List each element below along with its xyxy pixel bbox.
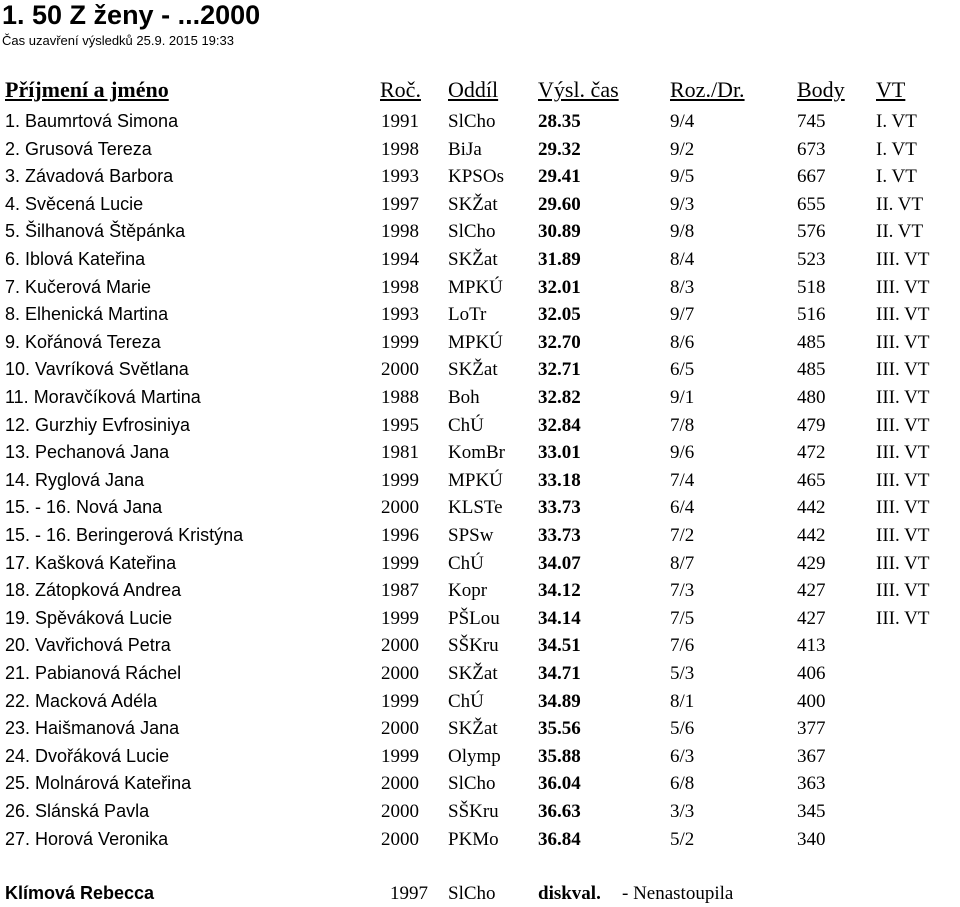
table-row	[0, 688, 960, 715]
cell-time: 34.51	[538, 635, 581, 657]
table-row	[0, 191, 960, 218]
table-row	[0, 660, 960, 687]
cell-club: Kopr	[448, 580, 488, 602]
cell-time: 29.32	[538, 138, 581, 160]
page-title: 1. 50 Z ženy - ...2000	[2, 0, 261, 30]
cell-points: 465	[797, 469, 826, 491]
cell-name: 6. Iblová Kateřina	[5, 249, 146, 269]
cell-year: 1999	[381, 469, 419, 491]
table-header	[0, 76, 960, 103]
cell-year: 2000	[381, 635, 419, 657]
cell-year: 2000	[381, 359, 419, 381]
header-name: Příjmení a jméno	[5, 77, 169, 102]
cell-split: 9/5	[670, 166, 695, 188]
disqualified-row	[0, 880, 960, 907]
cell-points: 472	[797, 442, 826, 464]
table-row	[0, 577, 960, 604]
cell-class: III. VT	[876, 276, 930, 298]
header-points: Body	[797, 77, 845, 102]
cell-split: 5/6	[670, 718, 695, 740]
cell-split: 7/3	[670, 580, 695, 602]
cell-points: 340	[797, 828, 826, 850]
table-row	[0, 301, 960, 328]
table-row	[0, 715, 960, 742]
cell-time: 32.82	[538, 387, 581, 408]
cell-time: 29.60	[538, 193, 581, 215]
cell-year: 2000	[381, 718, 419, 740]
cell-points: 485	[797, 331, 826, 353]
cell-time: 33.01	[538, 442, 581, 464]
table-row	[0, 108, 960, 135]
cell-points: 400	[797, 690, 826, 712]
cell-year: 1998	[381, 138, 419, 160]
cell-year: 1988	[381, 387, 419, 408]
cell-points: 427	[797, 607, 826, 629]
cell-time: 29.41	[538, 166, 581, 188]
cell-name: 11. Moravčíková Martina	[5, 387, 201, 407]
cell-club: KomBr	[448, 442, 505, 464]
cell-split: 7/8	[670, 414, 695, 436]
cell-club: SKŽat	[448, 718, 498, 740]
cell-class: III. VT	[876, 525, 930, 546]
cell-name: 17. Kašková Kateřina	[5, 552, 177, 573]
table-row	[0, 522, 960, 549]
cell-club: MPKÚ	[448, 469, 503, 491]
cell-time: 35.56	[538, 718, 581, 740]
footer-note: - Nenastoupila	[622, 883, 734, 904]
cell-time: 36.84	[538, 828, 581, 850]
cell-name: 14. Ryglová Jana	[5, 469, 145, 490]
table-row	[0, 467, 960, 494]
cell-time: 34.07	[538, 552, 581, 574]
cell-points: 673	[797, 138, 826, 160]
footer-result: diskval.	[538, 883, 601, 904]
cell-points: 576	[797, 221, 826, 243]
cell-name: 21. Pabianová Ráchel	[5, 663, 182, 683]
cell-split: 6/4	[670, 497, 695, 519]
cell-club: Boh	[448, 387, 480, 408]
cell-split: 6/8	[670, 773, 695, 795]
cell-time: 33.18	[538, 469, 581, 491]
cell-time: 32.70	[538, 331, 581, 353]
cell-split: 6/3	[670, 745, 695, 767]
cell-split: 9/2	[670, 138, 695, 160]
table-row	[0, 632, 960, 659]
cell-class: III. VT	[876, 497, 930, 519]
cell-split: 3/3	[670, 801, 695, 822]
cell-name: 15. - 16. Beringerová Kristýna	[5, 525, 244, 545]
cell-split: 8/7	[670, 552, 695, 574]
cell-time: 31.89	[538, 249, 581, 270]
cell-class: III. VT	[876, 414, 930, 436]
cell-club: BiJa	[448, 138, 482, 160]
cell-year: 2000	[381, 801, 419, 822]
cell-club: Olymp	[448, 745, 501, 767]
cell-points: 523	[797, 249, 826, 270]
cell-name: 13. Pechanová Jana	[5, 442, 170, 463]
cell-club: SlCho	[448, 221, 496, 243]
cell-time: 33.73	[538, 497, 581, 519]
cell-club: ChÚ	[448, 690, 484, 712]
cell-year: 1993	[381, 166, 419, 188]
cell-club: ChÚ	[448, 414, 484, 436]
cell-year: 1999	[381, 331, 419, 353]
cell-name: 19. Spěváková Lucie	[5, 607, 173, 628]
cell-points: 516	[797, 304, 826, 326]
cell-class: III. VT	[876, 469, 930, 491]
cell-name: 10. Vavríková Světlana	[5, 359, 189, 380]
cell-year: 1994	[381, 249, 419, 270]
cell-name: 9. Kořánová Tereza	[5, 331, 161, 352]
cell-year: 1995	[381, 414, 419, 436]
cell-club: SŠKru	[448, 635, 499, 657]
footer-year: 1997	[390, 883, 428, 904]
cell-points: 377	[797, 718, 826, 740]
cell-name: 20. Vavřichová Petra	[5, 635, 171, 656]
table-row	[0, 439, 960, 466]
cell-club: SPSw	[448, 525, 494, 546]
cell-class: I. VT	[876, 111, 917, 132]
cell-time: 34.12	[538, 580, 581, 602]
cell-time: 36.04	[538, 773, 581, 795]
cell-split: 7/5	[670, 607, 695, 629]
cell-name: 5. Šilhanová Štěpánka	[5, 221, 186, 242]
cell-name: 12. Gurzhiy Evfrosiniya	[5, 414, 191, 435]
cell-club: ChÚ	[448, 552, 484, 574]
cell-year: 1999	[381, 745, 419, 767]
table-row	[0, 605, 960, 632]
cell-split: 9/3	[670, 193, 695, 215]
table-row	[0, 550, 960, 577]
cell-name: 3. Závadová Barbora	[5, 166, 174, 187]
cell-split: 5/2	[670, 828, 695, 850]
cell-year: 1998	[381, 276, 419, 298]
cell-time: 33.73	[538, 525, 581, 546]
cell-name: 2. Grusová Tereza	[5, 138, 152, 159]
cell-points: 655	[797, 193, 826, 215]
table-row	[0, 246, 960, 273]
cell-class: I. VT	[876, 166, 917, 188]
header-split: Roz./Dr.	[670, 77, 745, 102]
cell-split: 9/4	[670, 111, 695, 132]
table-row	[0, 136, 960, 163]
cell-time: 28.35	[538, 111, 581, 132]
cell-club: SlCho	[448, 773, 496, 795]
cell-points: 413	[797, 635, 826, 657]
cell-club: KLSTe	[448, 497, 503, 519]
cell-club: SKŽat	[448, 193, 498, 215]
cell-time: 36.63	[538, 801, 581, 822]
cell-year: 1987	[381, 580, 419, 602]
cell-time: 32.01	[538, 276, 581, 298]
cell-split: 8/4	[670, 249, 695, 270]
table-row	[0, 494, 960, 521]
cell-time: 34.89	[538, 690, 581, 712]
cell-name: 15. - 16. Nová Jana	[5, 497, 163, 518]
cell-split: 6/5	[670, 359, 695, 381]
cell-split: 7/6	[670, 635, 695, 657]
cell-points: 442	[797, 497, 826, 519]
cell-points: 485	[797, 359, 826, 381]
table-row	[0, 163, 960, 190]
cell-club: MPKÚ	[448, 331, 503, 353]
cell-split: 7/4	[670, 469, 695, 491]
cell-club: LoTr	[448, 304, 487, 326]
cell-club: SKŽat	[448, 663, 498, 684]
table-row	[0, 329, 960, 356]
cell-points: 442	[797, 525, 826, 546]
cell-year: 1999	[381, 607, 419, 629]
cell-split: 9/7	[670, 304, 695, 326]
cell-time: 35.88	[538, 745, 581, 767]
cell-name: 26. Slánská Pavla	[5, 801, 150, 821]
cell-time: 32.05	[538, 304, 581, 326]
cell-name: 4. Svěcená Lucie	[5, 193, 144, 214]
cell-split: 9/1	[670, 387, 695, 408]
header-club: Oddíl	[448, 77, 499, 102]
cell-points: 406	[797, 663, 826, 684]
cell-year: 2000	[381, 773, 419, 795]
cell-year: 1991	[381, 111, 419, 132]
table-row	[0, 770, 960, 797]
cell-points: 518	[797, 276, 826, 298]
table-row	[0, 826, 960, 853]
cell-points: 429	[797, 552, 826, 574]
cell-points: 745	[797, 111, 826, 132]
cell-club: SKŽat	[448, 359, 498, 381]
cell-name: 8. Elhenická Martina	[5, 304, 169, 325]
table-row	[0, 218, 960, 245]
cell-club: SKŽat	[448, 249, 498, 270]
cell-split: 8/1	[670, 690, 695, 712]
cell-club: SlCho	[448, 111, 496, 132]
cell-name: 18. Zátopková Andrea	[5, 580, 182, 601]
cell-points: 427	[797, 580, 826, 602]
cell-club: PŠLou	[448, 607, 500, 629]
cell-class: I. VT	[876, 138, 917, 160]
cell-class: III. VT	[876, 580, 930, 602]
cell-class: III. VT	[876, 331, 930, 353]
cell-class: II. VT	[876, 193, 924, 215]
table-row	[0, 274, 960, 301]
footer-name: Klímová Rebecca	[5, 883, 155, 903]
cell-points: 480	[797, 387, 826, 408]
cell-class: III. VT	[876, 607, 930, 629]
cell-points: 367	[797, 745, 826, 767]
cell-class: III. VT	[876, 249, 930, 270]
cell-split: 9/8	[670, 221, 695, 243]
cell-year: 1997	[381, 193, 419, 215]
cell-year: 1996	[381, 525, 419, 546]
cell-split: 8/3	[670, 276, 695, 298]
cell-points: 345	[797, 801, 826, 822]
table-row	[0, 743, 960, 770]
cell-class: III. VT	[876, 304, 930, 326]
cell-split: 8/6	[670, 331, 695, 353]
cell-split: 7/2	[670, 525, 695, 546]
cell-club: KPSOs	[448, 166, 504, 188]
cell-name: 27. Horová Veronika	[5, 828, 169, 849]
cell-name: 22. Macková Adéla	[5, 690, 158, 711]
cell-name: 7. Kučerová Marie	[5, 276, 152, 297]
header-time: Výsl. čas	[538, 77, 619, 102]
table-row	[0, 384, 960, 411]
cell-class: III. VT	[876, 552, 930, 574]
cell-time: 32.71	[538, 359, 581, 381]
cell-class: III. VT	[876, 359, 930, 381]
header-class: VT	[876, 77, 906, 102]
cell-points: 363	[797, 773, 826, 795]
cell-name: 1. Baumrtová Simona	[5, 111, 179, 131]
cell-club: SŠKru	[448, 801, 499, 822]
cell-year: 1998	[381, 221, 419, 243]
footer-club: SlCho	[448, 883, 496, 904]
cell-time: 34.14	[538, 607, 581, 629]
cell-time: 30.89	[538, 221, 581, 243]
cell-year: 2000	[381, 828, 419, 850]
cell-class: II. VT	[876, 221, 924, 243]
cell-name: 23. Haišmanová Jana	[5, 718, 180, 739]
header-year: Roč.	[380, 77, 421, 102]
table-row	[0, 412, 960, 439]
results-closing-time: Čas uzavření výsledků 25.9. 2015 19:33	[2, 33, 234, 48]
cell-class: III. VT	[876, 387, 930, 408]
table-row	[0, 356, 960, 383]
cell-club: MPKÚ	[448, 276, 503, 298]
cell-name: 24. Dvořáková Lucie	[5, 745, 170, 766]
cell-club: PKMo	[448, 828, 499, 850]
cell-year: 1993	[381, 304, 419, 326]
cell-year: 2000	[381, 663, 419, 684]
cell-points: 667	[797, 166, 826, 188]
table-row	[0, 798, 960, 825]
cell-year: 1999	[381, 552, 419, 574]
cell-points: 479	[797, 414, 826, 436]
cell-split: 9/6	[670, 442, 695, 464]
cell-split: 5/3	[670, 663, 695, 684]
cell-name: 25. Molnárová Kateřina	[5, 773, 192, 794]
cell-year: 2000	[381, 497, 419, 519]
cell-time: 32.84	[538, 414, 581, 436]
cell-class: III. VT	[876, 442, 930, 464]
cell-time: 34.71	[538, 663, 581, 684]
cell-year: 1981	[381, 442, 419, 464]
cell-year: 1999	[381, 690, 419, 712]
